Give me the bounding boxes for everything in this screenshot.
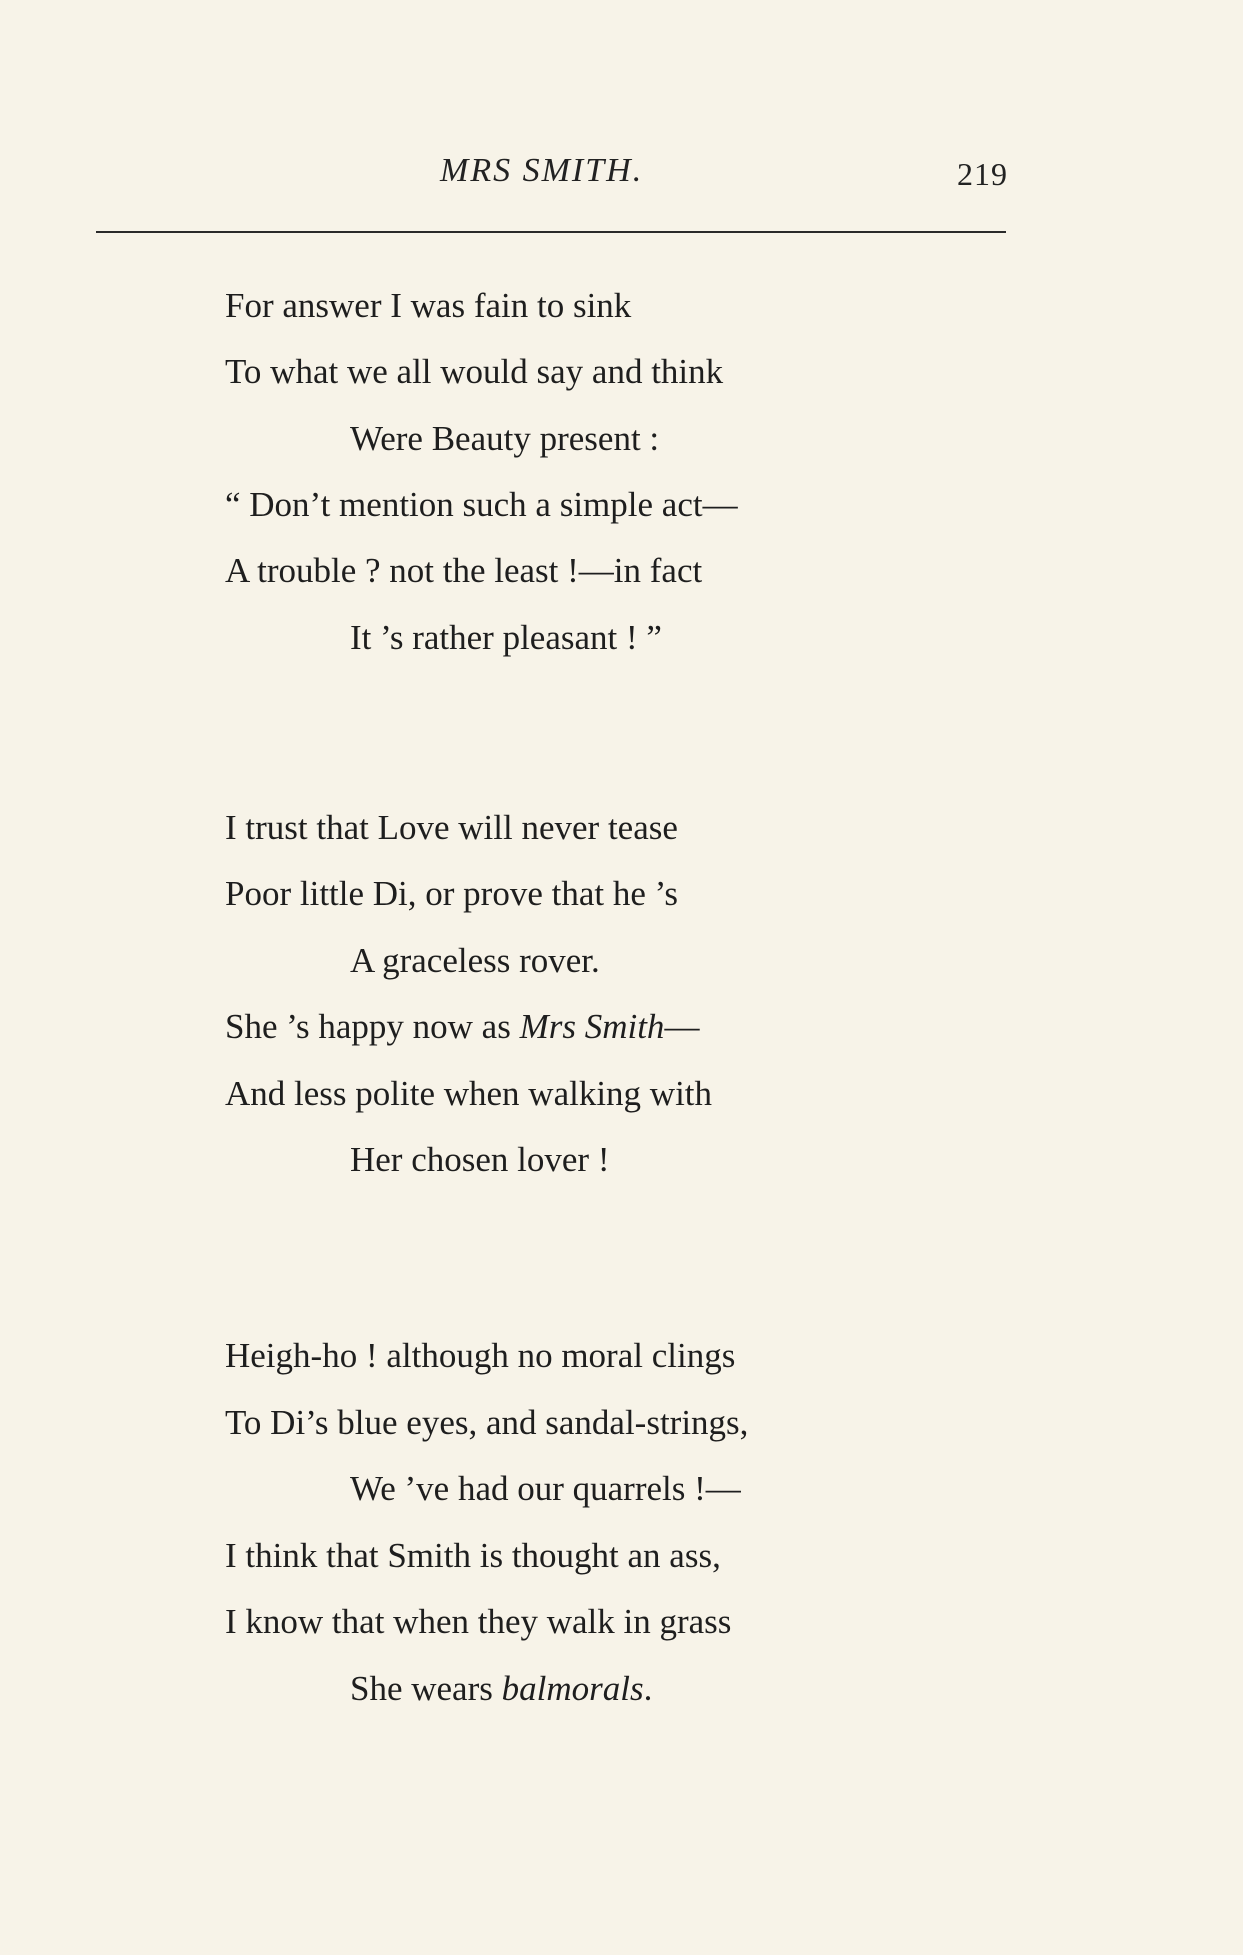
verse-line: Were Beauty present : — [350, 419, 660, 458]
verse-line: It ’s rather pleasant ! ” — [350, 618, 662, 657]
verse-line: We ’ve had our quarrels !— — [350, 1469, 741, 1508]
verse-text: . — [643, 1669, 653, 1708]
italic-word: balmorals — [501, 1669, 644, 1708]
verse-line-with-italic — [350, 1669, 652, 1709]
verse-line: Heigh-ho ! although no moral clings — [225, 1336, 736, 1375]
header-rule — [96, 231, 1006, 233]
verse-line-with-italic — [225, 1007, 699, 1047]
verse-line: A trouble ? not the least !—in fact — [225, 551, 703, 590]
verse-text: She ’s happy now as — [225, 1007, 520, 1046]
verse-line: Poor little Di, or prove that he ’s — [225, 874, 678, 913]
verse-line: I know that when they walk in grass — [225, 1602, 732, 1641]
verse-line: I think that Smith is thought an ass, — [225, 1536, 721, 1575]
verse-line: I trust that Love will never tease — [225, 808, 678, 847]
verse-line: To what we all would say and think — [225, 352, 724, 391]
verse-line: “ Don’t mention such a simple act— — [225, 485, 738, 524]
page-number: 219 — [957, 156, 1008, 192]
verse-line: For answer I was fain to sink — [225, 286, 632, 325]
verse-line: To Di’s blue eyes, and sandal-strings, — [225, 1403, 749, 1442]
verse-text: She wears — [350, 1669, 502, 1708]
verse-text: — — [664, 1007, 700, 1046]
italic-name: Mrs Smith — [519, 1007, 665, 1046]
running-head — [0, 152, 1243, 202]
verse-line: A graceless rover. — [350, 941, 600, 980]
running-title: MRS SMITH. — [440, 152, 644, 189]
verse-line: And less polite when walking with — [225, 1074, 713, 1113]
verse-line: Her chosen lover ! — [350, 1140, 610, 1179]
